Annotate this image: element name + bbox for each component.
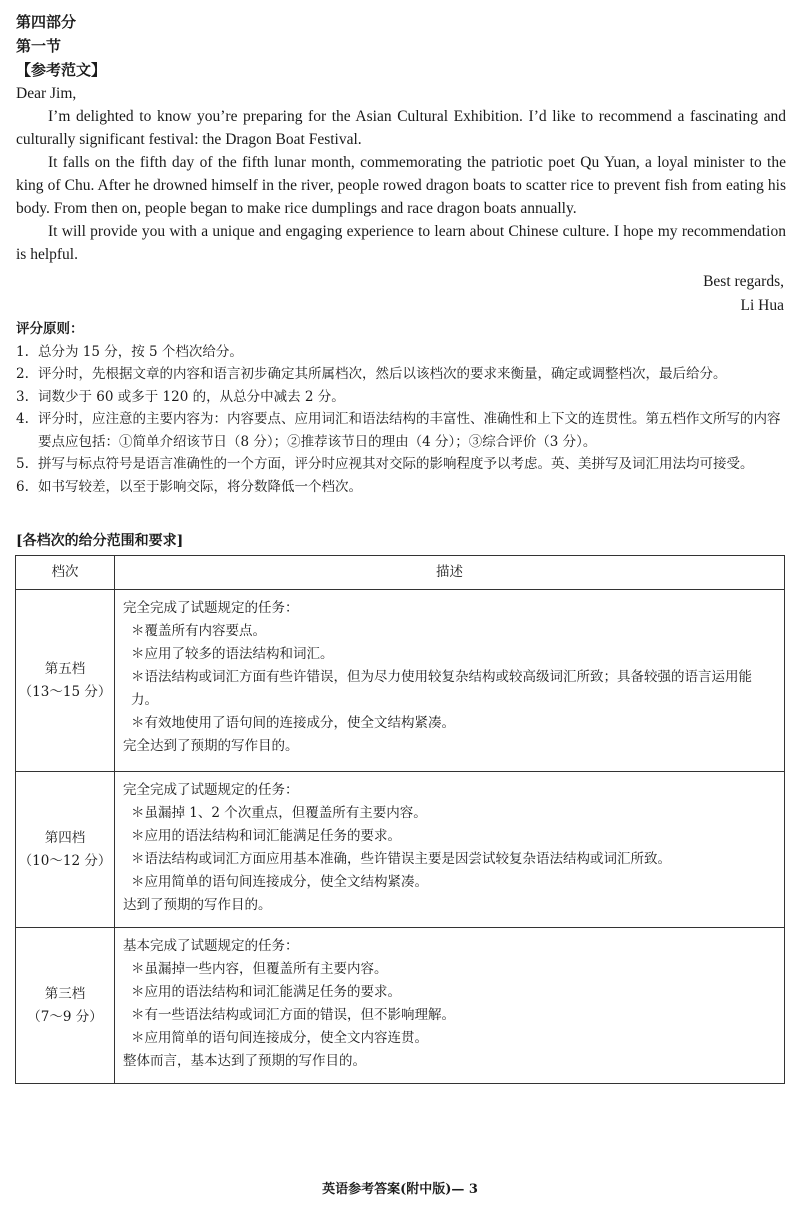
letter-signature: Li Hua [740,297,784,314]
level-cell: 第五档 （13～15 分） [16,590,115,772]
table-header-row [16,556,785,590]
desc-cell: 完全完成了试题规定的任务： ＊虽漏掉 1、2 个次重点，但覆盖所有主要内容。 ＊应用的语法结构和词汇能满足任务的要求。 ＊语法结构或词汇方面应用基本准确，些许错误主要是因尝试较复杂语法结构或词汇所致。 ＊应用简单的语句间连接成分，使全文结构紧凑。 达到了预期的写作目的。 [115,772,785,928]
rule-item: 5. 拼写与标点符号是语言准确性的一个方面，评分时应视其对交际的影响程度予以考虑。英、美拼写及词汇用法均可接受。 [16,456,754,472]
rule-item: 3. 词数少于 60 或多于 120 的，从总分中减去 2 分。 [16,388,345,405]
rules-list [16,341,786,499]
header-level: 档次 [16,556,115,590]
rule-item: 6. 如书写较差，以至于影响交际，将分数降低一个档次。 [16,478,362,495]
essay-label: 【参考范文】 [16,61,107,79]
section-heading: 第四部分 [16,13,77,31]
model-letter [16,82,786,266]
level-cell: 第四档 （10～12 分） [16,772,115,928]
letter-greeting: Dear Jim, [16,85,77,102]
header-desc: 描述 [115,556,785,590]
letter-paragraph-1: I’m delighted to know you’re preparing for the Asian Cultural Exhibition. I’d like to recommend a fascinating and culturally significant festival: the Dragon Boat Festival. [16,108,786,148]
rule-item: 1. 总分为 15 分，按 5 个档次给分。 [16,343,243,360]
table-title: [各档次的给分范围和要求] [16,533,184,549]
desc-cell: 基本完成了试题规定的任务： ＊虽漏掉一些内容，但覆盖所有主要内容。 ＊应用的语法结构和词汇能满足任务的要求。 ＊有一些语法结构或词汇方面的错误，但不影响理解。 ＊应用简单的语句间连接成分，使全文内容连贯。 整体而言，基本达到了预期的写作目的。 [115,928,785,1084]
rule-item: 2. 评分时，先根据文章的内容和语言初步确定其所属档次，然后以该档次的要求来衡量，确定或调整档次，最后给分。 [16,366,727,382]
level-cell: 第三档 （7～9 分） [16,928,115,1084]
grading-table [15,555,785,1084]
desc-cell: 完全完成了试题规定的任务： ＊覆盖所有内容要点。 ＊应用了较多的语法结构和词汇。 ＊语法结构或词汇方面有些许错误，但为尽力使用较复杂结构或较高级词汇所致；具备较强的语言运用能力。 ＊有效地使用了语句间的连接成分，使全文结构紧凑。 完全达到了预期的写作目的。 [115,590,785,772]
table-row [16,590,785,772]
rule-item: 4. 评分时，应注意的主要内容为：内容要点、应用词汇和语法结构的丰富性、准确性和上下文的连贯性。第五档作文所写的内容要点应包括：①简单介绍该节日（8 分）；②推荐该节日的理由（4 分）；③综合评价（3 分）。 [16,411,781,450]
letter-paragraph-2: It falls on the fifth day of the fifth lunar month, commemorating the patriotic poet Qu Yuan, a loyal minister to the king of Chu. After he drowned himself in the river, people rowed dragon boats to scatter rice to prevent fish from eating his body. From then on, people began to make rice dumplings and race dragon boats annually. [16,154,786,217]
table-row [16,928,785,1084]
letter-closing: Best regards, [703,273,784,290]
page-footer: 英语参考答案(附中版)— 3 [322,1182,478,1197]
subsection-heading: 第一节 [16,37,62,55]
scoring-rules [16,318,786,498]
rules-title: 评分原则： [16,321,84,337]
table-row [16,772,785,928]
letter-paragraph-3: It will provide you with a unique and engaging experience to learn about Chinese culture. I hope my recommendation is helpful. [16,223,786,263]
